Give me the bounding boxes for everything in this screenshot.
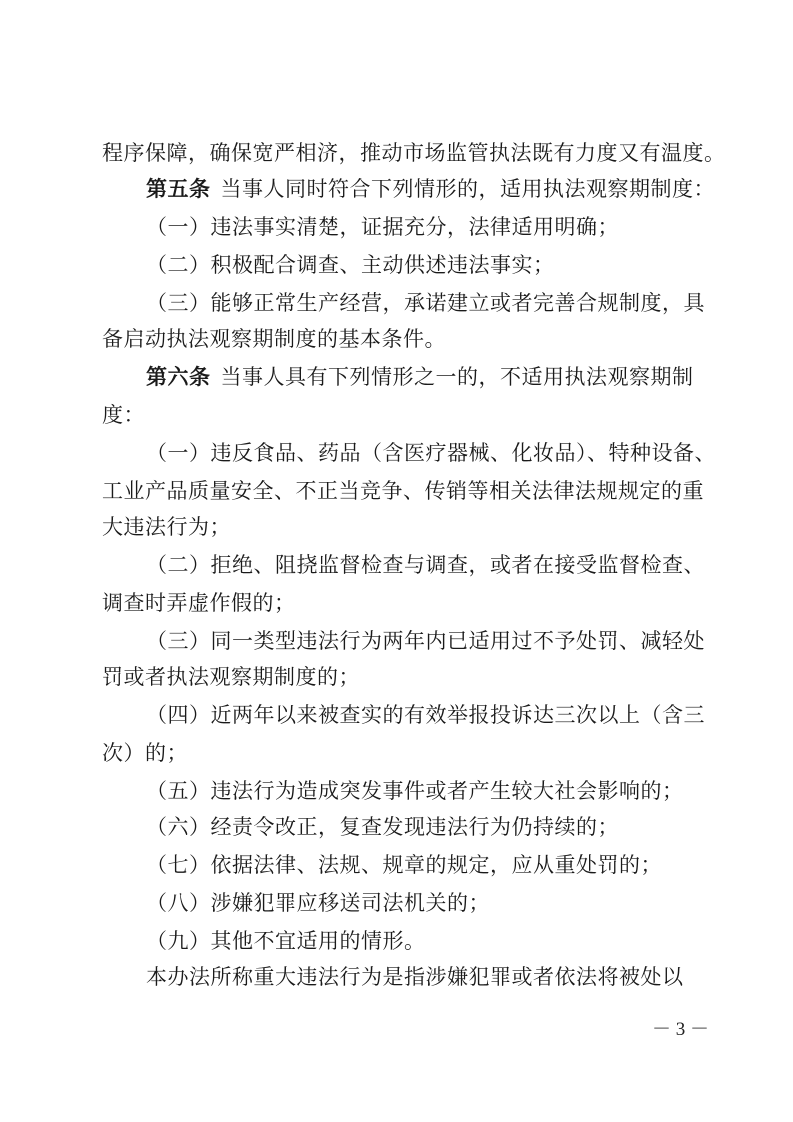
list-item: （一）违法事实清楚，证据充分，法律适用明确； — [146, 215, 619, 239]
list-item: （八）涉嫌犯罪应移送司法机关的； — [146, 891, 490, 915]
list-item-continuation: 工业产品质量安全、不正当竞争、传销等相关法律法规规定的重 — [102, 479, 704, 503]
article-6-line — [146, 362, 746, 392]
article-5-line — [146, 174, 746, 204]
list-item-continuation: 调查时弄虚作假的； — [102, 591, 296, 615]
paragraph-line: 程序保障，确保宽严相济，推动市场监管执法既有力度又有温度。 — [102, 141, 726, 165]
list-item: （三）同一类型违法行为两年内已适用过不予处罚、减轻处 — [146, 629, 705, 653]
list-item-continuation: 备启动执法观察期制度的基本条件。 — [102, 327, 446, 351]
article-6-text: 当事人具有下列情形之一的，不适用执法观察期制 — [220, 365, 694, 389]
list-item: （六）经责令改正，复查发现违法行为仍持续的； — [146, 815, 619, 839]
list-item: （四）近两年以来被查实的有效举报投诉达三次以上（含三 — [146, 703, 705, 727]
list-item-continuation: 次）的； — [102, 741, 188, 765]
paragraph-line: 本办法所称重大违法行为是指涉嫌犯罪或者依法将被处以 — [146, 965, 684, 989]
list-item: （一）违反食品、药品（含医疗器械、化妆品）、特种设备、 — [146, 441, 716, 465]
list-item: （九）其他不宜适用的情形。 — [146, 929, 426, 953]
list-item: （七）依据法律、法规、规章的规定，应从重处罚的； — [146, 853, 662, 877]
list-item: （五）违法行为造成突发事件或者产生较大社会影响的； — [146, 779, 684, 803]
list-item-continuation: 罚或者执法观察期制度的； — [102, 665, 360, 689]
list-item-continuation: 大违法行为； — [102, 515, 231, 539]
article-6-title: 第六条 — [146, 365, 211, 389]
list-item: （二）拒绝、阻挠监督检查与调查，或者在接受监督检查、 — [146, 553, 705, 577]
article-5-title: 第五条 — [146, 177, 211, 201]
list-item: （二）积极配合调查、主动供述违法事实； — [146, 253, 555, 277]
article-6-continuation: 度： — [102, 403, 145, 427]
article-5-text: 当事人同时符合下列情形的，适用执法观察期制度： — [220, 177, 715, 201]
list-item: （三）能够正常生产经营，承诺建立或者完善合规制度，具 — [146, 291, 705, 315]
page-number: － 3 － — [652, 1019, 710, 1040]
